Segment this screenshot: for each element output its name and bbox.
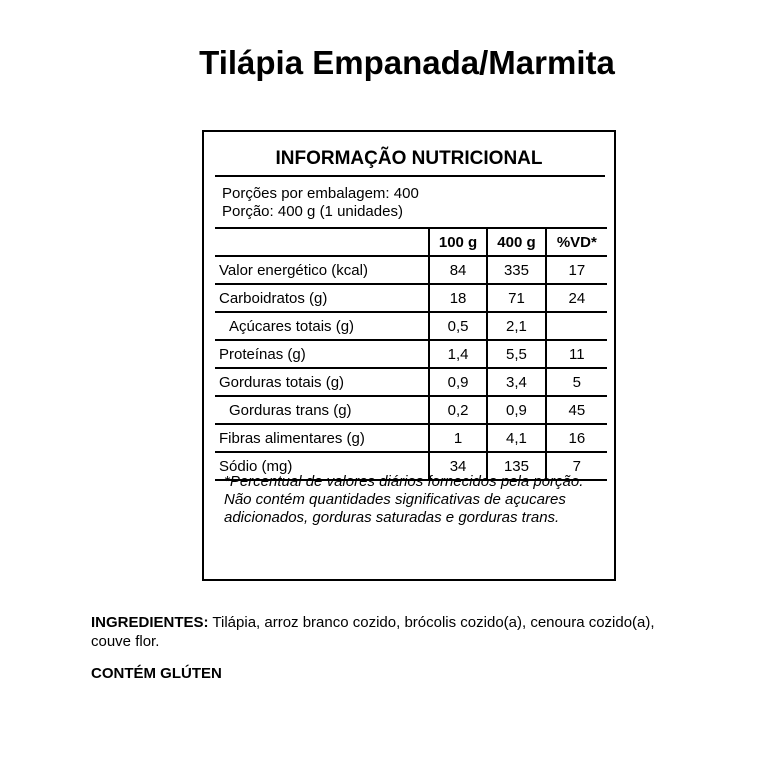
row-vd: 16 <box>546 424 607 452</box>
row-vd: 24 <box>546 284 607 312</box>
table-row <box>215 284 607 312</box>
row-value-100g: 1 <box>429 424 487 452</box>
header-blank <box>215 228 429 256</box>
nutrition-table <box>215 227 607 481</box>
row-name: Açúcares totais (g) <box>215 312 429 340</box>
row-name: Fibras alimentares (g) <box>215 424 429 452</box>
row-name: Sódio (mg) <box>215 452 429 480</box>
row-vd: 45 <box>546 396 607 424</box>
row-value-100g: 34 <box>429 452 487 480</box>
page-title: Tilápia Empanada/Marmita <box>199 44 615 81</box>
row-name: Valor energético (kcal) <box>215 256 429 284</box>
footnote <box>224 473 584 527</box>
table-row <box>215 340 607 368</box>
row-vd: 5 <box>546 368 607 396</box>
row-name: Gorduras trans (g) <box>215 396 429 424</box>
row-value-400g: 4,1 <box>487 424 545 452</box>
heading-rule <box>215 175 605 177</box>
header-vd: %VD* <box>546 228 607 256</box>
ingredients-label: INGREDIENTES: <box>91 614 209 631</box>
row-value-400g: 3,4 <box>487 368 545 396</box>
row-value-400g: 71 <box>487 284 545 312</box>
row-vd: 11 <box>546 340 607 368</box>
row-value-400g: 335 <box>487 256 545 284</box>
row-name: Carboidratos (g) <box>215 284 429 312</box>
row-value-100g: 1,4 <box>429 340 487 368</box>
row-value-400g: 135 <box>487 452 545 480</box>
ingredients <box>91 613 671 651</box>
table-row <box>215 424 607 452</box>
row-name: Gorduras totais (g) <box>215 368 429 396</box>
row-vd <box>546 312 607 340</box>
row-value-100g: 18 <box>429 284 487 312</box>
row-value-400g: 0,9 <box>487 396 545 424</box>
row-value-100g: 0,2 <box>429 396 487 424</box>
row-value-100g: 84 <box>429 256 487 284</box>
footnote-daily-values: *Percentual de valores diários fornecidos pela porção. <box>224 473 584 490</box>
footnote-not-significant: Não contém quantidades significativas de açucares adicionados, gorduras saturadas e gorduras trans. <box>224 491 566 526</box>
panel-heading: INFORMAÇÃO NUTRICIONAL <box>275 148 543 169</box>
row-value-100g: 0,5 <box>429 312 487 340</box>
ingredients-text: Tilápia, arroz branco cozido, brócolis cozido(a), cenoura cozido(a), couve flor. <box>91 614 655 650</box>
header-400g: 400 g <box>487 228 545 256</box>
table-row <box>215 312 607 340</box>
header-100g: 100 g <box>429 228 487 256</box>
row-vd: 7 <box>546 452 607 480</box>
nutrition-facts-panel <box>202 130 616 581</box>
row-name: Proteínas (g) <box>215 340 429 368</box>
table-header-row <box>215 228 607 256</box>
allergen-warning: CONTÉM GLÚTEN <box>91 665 222 682</box>
table-row <box>215 368 607 396</box>
row-value-100g: 0,9 <box>429 368 487 396</box>
row-value-400g: 2,1 <box>487 312 545 340</box>
table-row <box>215 256 607 284</box>
row-value-400g: 5,5 <box>487 340 545 368</box>
table-row <box>215 396 607 424</box>
servings-per-package: Porções por embalagem: 400 <box>222 185 419 202</box>
serving-size: Porção: 400 g (1 unidades) <box>222 203 403 220</box>
row-vd: 17 <box>546 256 607 284</box>
